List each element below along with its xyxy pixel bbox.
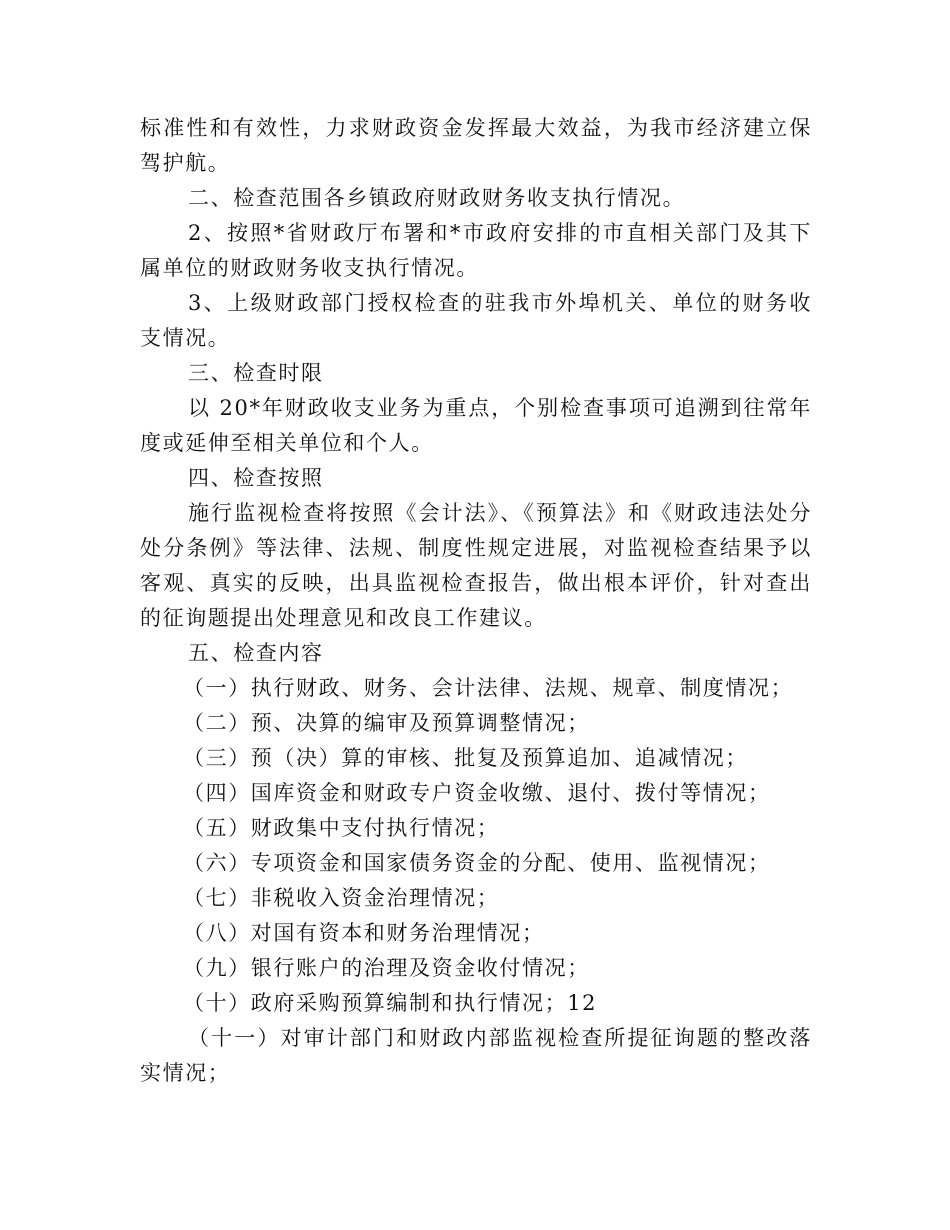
content-item-9: （九）银行账户的治理及资金收付情况；: [183, 956, 590, 980]
paragraph-continuation: 标准性和有效性，力求财政资金发挥最大效益，为我市经济建立保驾护航。: [140, 116, 812, 175]
basis-paragraph: 施行监视检查将按照《会计法》、《预算法》和《财政违法处分处分条例》等法律、法规、制度性规定进展，对监视检查结果予以客观、真实的反映，出具监视检查报告，做出根本评价，针对查出的征询题提出处理意见和改良工作建议。: [140, 501, 812, 630]
content-item-10: （十）政府采购预算编制和执行情况；12: [183, 991, 598, 1015]
section-content-heading: 五、检查内容: [188, 641, 324, 665]
section-time-heading: 三、检查时限: [188, 361, 324, 385]
content-item-2: （二）预、决算的编审及预算调整情况；: [183, 711, 590, 735]
content-item-3: （三）预（决）算的审核、批复及预算追加、追减情况；: [183, 746, 748, 770]
section-scope-heading: 二、检查范围各乡镇政府财政财务收支执行情况。: [188, 186, 686, 210]
content-item-8: （八）对国有资本和财务治理情况；: [183, 921, 545, 945]
content-item-4: （四）国库资金和财政专户资金收缴、退付、拨付等情况；: [183, 781, 771, 805]
content-item-11: （十一）对审计部门和财政内部监视检查所提征询题的整改落实情况；: [140, 1026, 812, 1085]
content-item-6: （六）专项资金和国家债务资金的分配、使用、监视情况；: [183, 851, 771, 875]
content-item-1: （一）执行财政、财务、会计法律、法规、规章、制度情况；: [183, 676, 794, 700]
time-paragraph: 以 20*年财政收支业务为重点，个别检查事项可追溯到往常年度或延伸至相关单位和个人。: [140, 396, 812, 455]
content-item-5: （五）财政集中支付执行情况；: [183, 816, 500, 840]
section-basis-heading: 四、检查按照: [188, 466, 324, 490]
document-body: [140, 111, 812, 1091]
scope-item-2: 2、按照*省财政厅布署和*市政府安排的市直相关部门及其下属单位的财政财务收支执行情况。: [140, 221, 812, 280]
content-item-7: （七）非税收入资金治理情况；: [183, 886, 500, 910]
scope-item-3: 3、上级财政部门授权检查的驻我市外埠机关、单位的财务收支情况。: [140, 291, 812, 350]
